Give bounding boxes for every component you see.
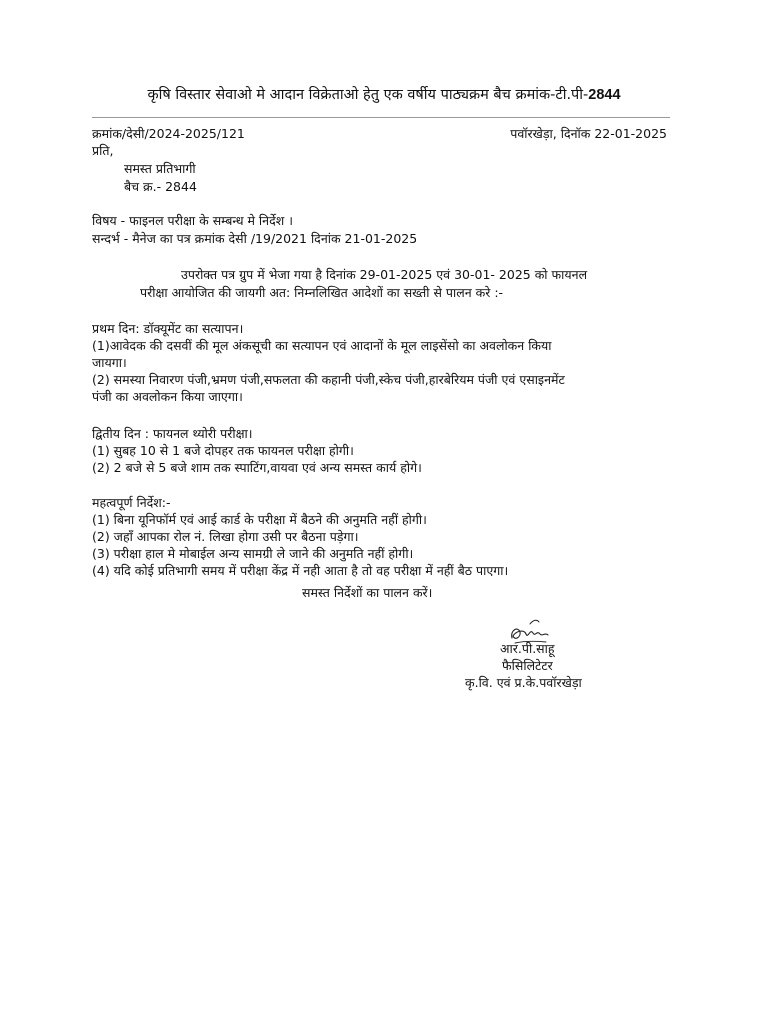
instruction-item: (3) परीक्षा हाल मे मोबाईल अन्य सामग्री ले जाने की अनुमति नहीं होगी।	[92, 546, 414, 561]
day2-heading: द्वितीय दिन : फायनल थ्योरी परीक्षा।	[92, 426, 253, 441]
day2-line: (1) सुबह 10 से 1 बजे दोपहर तक फायनल परीक्षा होगी।	[92, 443, 354, 458]
reference-line: सन्दर्भ - मैनेज का पत्र क्रमांक देसी /19/2021 दिनांक 21-01-2025	[92, 231, 418, 246]
instructions-heading: महत्वपूर्ण निर्देश:-	[92, 495, 171, 510]
title-divider	[92, 117, 670, 118]
day1-line: जायगा।	[92, 355, 127, 370]
intro-line-2: परीक्षा आयोजित की जायगी अत: निम्नलिखित आदेशों का सख्ती से पालन करे :-	[140, 285, 504, 300]
day2-section	[92, 425, 672, 476]
day2-line: (2) 2 बजे से 5 बजे शाम तक स्पाटिंग,वायवा एवं अन्य समस्त कार्य होगे।	[92, 460, 422, 475]
instruction-item: (2) जहाँ आपका रोल नं. लिखा होगा उसी पर बैठना पड़ेगा।	[92, 529, 359, 544]
intro-line-1: उपरोक्त पत्र ग्रुप में भेजा गया है दिनांक 29-01-2025 एवं 30-01- 2025 को फायनल	[181, 267, 588, 282]
closing-line: समस्त निर्देशों का पालन करें।	[302, 585, 433, 600]
title-text: कृषि विस्तार सेवाओ मे आदान विक्रेताओ हेतु एक वर्षीय पाठ्यक्रम बैच क्रमांक-टी.पी-	[147, 87, 589, 103]
signatory-designation: फैसिलिटेटर	[502, 658, 553, 673]
place-date: पवॉरखेड़ा, दिनॉक 22-01-2025	[510, 126, 667, 141]
instructions-section	[92, 494, 672, 579]
day1-heading: प्रथम दिन: डॉक्यूमेंट का सत्यापन।	[92, 321, 244, 336]
instruction-item: (4) यदि कोई प्रतिभागी समय में परीक्षा केंद्र में नही आता है तो वह परीक्षा में नहीं बैठ पाएगा।	[92, 563, 509, 578]
document-title	[0, 86, 768, 104]
signatory-name: आर.पी.साहू	[500, 641, 555, 656]
day1-line: (2) समस्या निवारण पंजी,भ्रमण पंजी,सफलता की कहानी पंजी,स्केच पंजी,हारबेरियम पंजी एवं एसाइनमेंट	[92, 372, 565, 387]
reference-number: क्रमांक/देसी/2024-2025/121	[92, 126, 245, 141]
instruction-item: (1) बिना यूनिफॉर्म एवं आई कार्ड के परीक्षा में बैठने की अनुमति नहीं होगी।	[92, 512, 427, 527]
day1-section	[92, 320, 672, 405]
day1-line: (1)आवेदक की दसवीं की मूल अंकसूची का सत्यापन एवं आदानों के मूल लाइसेंसो का अवलोकन किया	[92, 338, 552, 353]
subject-line: विषय - फाइनल परीक्षा के सम्बन्ध मे निर्देश ।	[92, 213, 293, 228]
batch-number: 2844	[588, 87, 621, 103]
recipient-to: प्रति,	[92, 143, 114, 158]
signatory-organization: कृ.वि. एवं प्र.के.पवॉरखेड़ा	[465, 675, 582, 690]
day1-line: पंजी का अवलोकन किया जाएगा।	[92, 389, 243, 404]
recipient-all-participants: समस्त प्रतिभागी	[124, 161, 196, 176]
recipient-batch: बैच क्र.- 2844	[124, 179, 197, 194]
